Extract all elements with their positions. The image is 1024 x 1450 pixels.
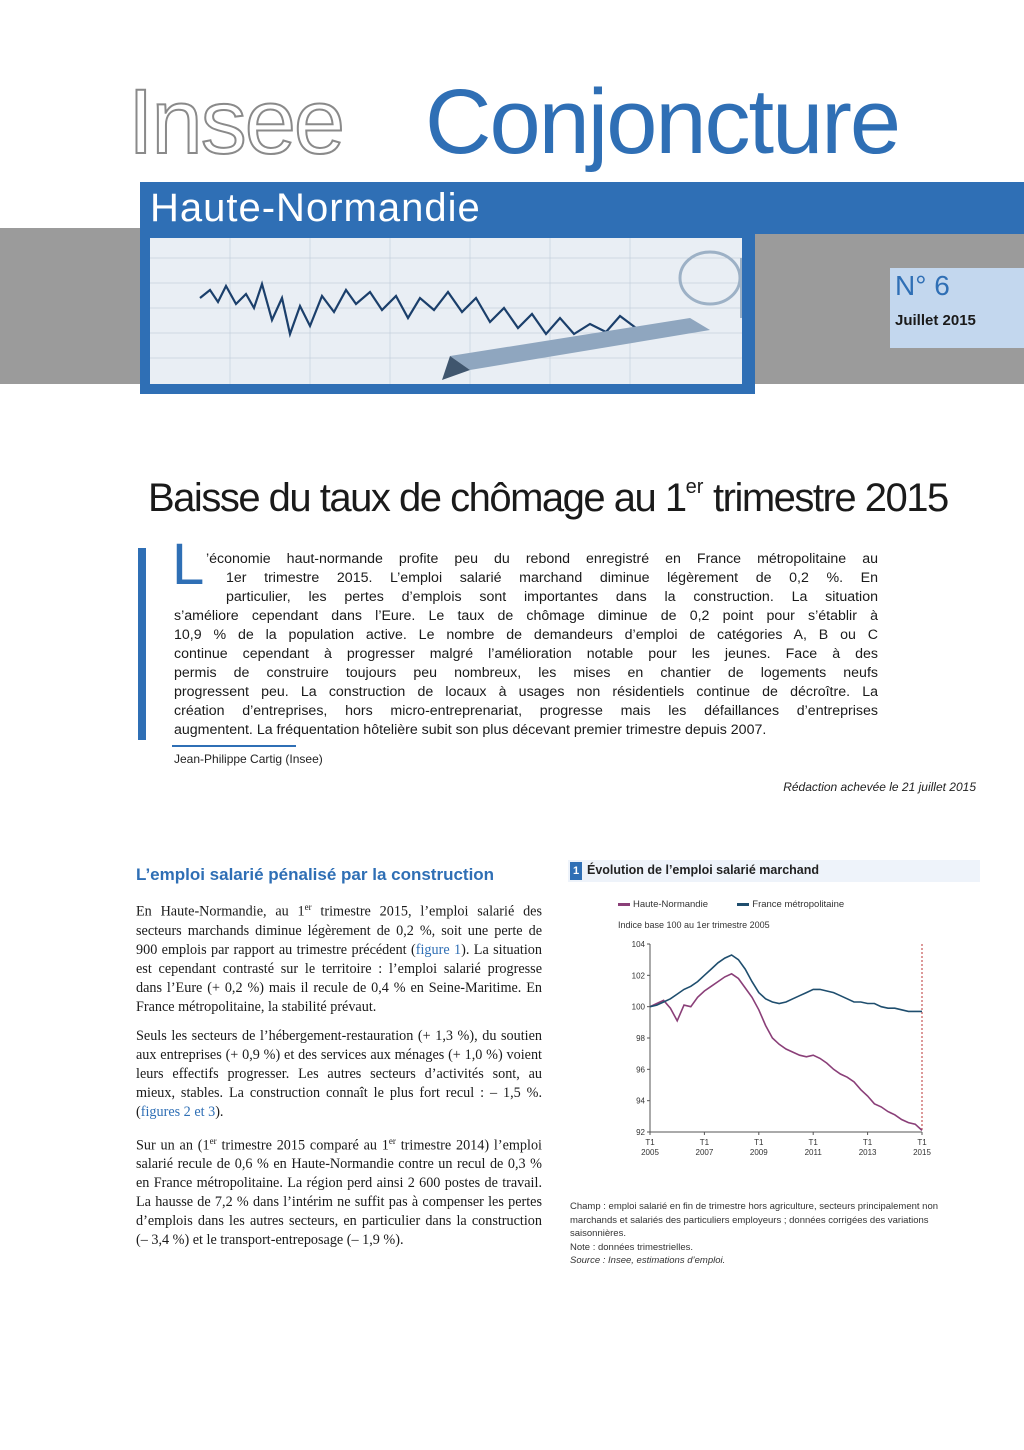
p3-text-c: trimestre 2014) l’emploi salarié recule de 0,6 % en Haute-Normandie contre un recul de 0,3 % en France métropolitaine. La région perd ainsi 2 600 postes de travail. La hausse de 7,2 % dans l’intérim ne suffit pas à compenser les pertes d’emplois dans les autres secteurs, en particulier dans la construction (– 3,4 %) et le transport-entreposage (– 1,9 %). (136, 1137, 542, 1249)
lead-dropcap: L (172, 532, 205, 597)
chart-pen-illustration (150, 238, 742, 384)
paragraph-1 (136, 898, 542, 1017)
y-tick-label: 92 (636, 1128, 645, 1137)
note-data: Note : données trimestrielles. (570, 1241, 694, 1253)
y-tick-label: 98 (636, 1034, 645, 1043)
header-illustration (140, 232, 755, 394)
issue-date: Juillet 2015 (895, 312, 976, 329)
chart-subtitle: Indice base 100 au 1er trimestre 2005 (618, 920, 770, 930)
x-tick-label-year: 2013 (858, 1148, 877, 1157)
y-tick-label: 102 (631, 971, 645, 981)
p2-text-a: Seuls les secteurs de l’hébergement-restauration (+ 1,3 %), du soutien aux entreprises (+ 0,9 %) et des services aux ménages (+ 1,0 %) voient leurs effectifs progresser. Les autres secteurs d’activités sont, au mieux, stables. La construction connaît le plus fort recul : – 1,5 %. ( (136, 1027, 542, 1120)
lead-line-9: création d’entreprises, hors micro-entreprenariat, progresse mais les défaillances d’entreprises (174, 703, 878, 719)
lead-line-8: progressent peu. La construction de locaux à usages non résidentiels continue de décroître. La (174, 684, 878, 700)
page-title (148, 476, 948, 521)
brand-conjoncture: Conjoncture (425, 71, 900, 173)
x-tick-label-year: 2015 (913, 1148, 931, 1157)
p3-text-a: Sur un an (1 (136, 1137, 210, 1154)
legend-swatch-haute-normandie (618, 903, 630, 906)
brand-insee: Insee (128, 71, 344, 173)
figures-2-3-link[interactable]: figures 2 et 3 (140, 1103, 216, 1120)
p1-sup: er (304, 902, 312, 912)
p3-text-b: trimestre 2015 comparé au 1 (216, 1137, 389, 1154)
legend-label-haute-normandie: Haute-Normandie (633, 899, 708, 910)
redaction-date: Rédaction achevée le 21 juillet 2015 (783, 780, 976, 794)
p1-text-a: En Haute-Normandie, au 1 (136, 903, 305, 920)
series-line-haute-normandie (650, 974, 922, 1131)
series-line-france-metropolitaine (650, 955, 922, 1011)
p3-sup-2: er (388, 1135, 396, 1146)
lead-line-3: particulier, les pertes d’emplois sont importantes dans la construction. La situation (226, 589, 878, 605)
x-tick-label-quarter: T1 (699, 1138, 710, 1147)
x-tick-label-quarter: T1 (917, 1138, 927, 1147)
x-tick-label-year: 2011 (804, 1148, 822, 1157)
p1-text-b: trimestre 2015, l’emploi salarié des secteurs marchands diminue légèrement de 0,2 %, soit une perte de 900 emplois par rapport au trimestre précédent ( (136, 903, 542, 958)
lead-block-top (206, 550, 878, 607)
x-tick-label-quarter: T1 (645, 1138, 655, 1147)
lead-line-10: augmentent. La fréquentation hôtelière subit son plus décevant premier trimestre depuis 2007. (174, 722, 767, 738)
note-source: Source : Insee, estimations d’emploi. (570, 1255, 726, 1266)
legend-label-france: France métropolitaine (752, 899, 845, 910)
x-tick-label-quarter: T1 (862, 1138, 873, 1147)
x-tick-label-quarter: T1 (808, 1138, 818, 1147)
x-tick-label-year: 2005 (641, 1148, 659, 1157)
lead-line-5: 10,9 % de la population active. Le nombre de demandeurs d’emploi de catégories A, B ou C (174, 627, 878, 643)
lead-line-2: 1er trimestre 2015. L’emploi salarié marchand diminue légèrement de 0,2 %. En (226, 570, 878, 586)
figure-notes (570, 1200, 970, 1268)
body-column (136, 898, 542, 1260)
lead-block-bottom (174, 607, 878, 740)
x-tick-label-year: 2007 (695, 1148, 714, 1157)
title-main: Baisse du taux de chômage au 1 (148, 476, 686, 520)
author-rule (172, 745, 296, 747)
lead-line-6: continue cependant à progresser malgré l’amélioration notable pour les jeunes. Face à des (174, 646, 878, 662)
note-scope: Champ : emploi salarié en fin de trimestre hors agriculture, secteurs principalement non marchands et salariés des particuliers employeurs ; données corrigées des variations saisonnières. (570, 1201, 939, 1239)
y-tick-label: 104 (631, 940, 645, 949)
author: Jean-Philippe Cartig (Insee) (174, 752, 323, 766)
paragraph-3 (136, 1132, 542, 1251)
x-tick-label-year: 2009 (749, 1148, 768, 1157)
section-heading: L’emploi salarié pénalisé par la construction (136, 865, 495, 884)
lead-line-7: permis de construire toujours peu nombreux, les mises en chantier de logements neufs (174, 665, 878, 681)
title-end: trimestre 2015 (703, 476, 948, 520)
issue-number: N° 6 (895, 270, 950, 301)
x-tick-label-quarter: T1 (754, 1138, 764, 1147)
lead-line-1: ’économie haut-normande profite peu du rebond enregistré en France métropolitaine au (206, 551, 878, 567)
y-tick-label: 96 (636, 1065, 645, 1075)
y-tick-label: 94 (636, 1096, 645, 1106)
p2-text-b: ). (215, 1103, 224, 1120)
lead-line-4: s’améliore cependant dans l’Eure. Le taux de chômage diminue de 0,2 point pour s’établir à (174, 608, 878, 624)
figure-1-link[interactable]: figure 1 (415, 941, 462, 958)
p1-text-c: ). La situation est cependant contrasté sur le territoire : l’emploi salarié progresse dans l’Eure (+ 0,2 %) mais il recule de 0,4 % en Seine-Maritime. En France métropolitaine, la stabilité prévaut. (136, 941, 542, 1015)
y-tick-label: 100 (631, 1002, 645, 1012)
lead-accent-bar (138, 548, 146, 740)
title-superscript: er (685, 476, 704, 498)
legend-swatch-france (737, 903, 749, 906)
p3-sup-1: er (209, 1135, 217, 1146)
figure-title: Évolution de l’emploi salarié marchand (587, 863, 820, 877)
chart-legend (618, 899, 844, 910)
paragraph-2 (136, 1027, 542, 1122)
figure-number: 1 (570, 862, 582, 880)
employment-line-chart (600, 934, 940, 1174)
region-name: Haute-Normandie (150, 186, 481, 230)
